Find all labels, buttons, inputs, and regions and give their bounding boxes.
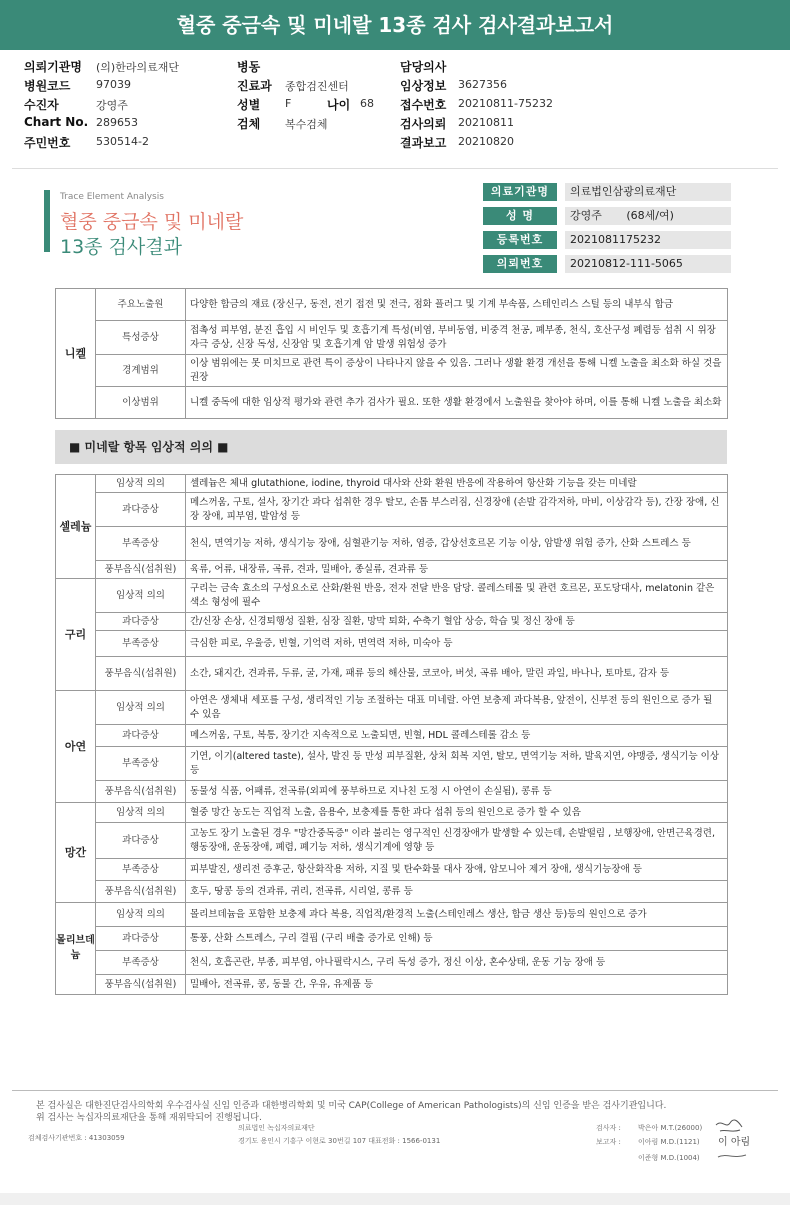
row-text: 밀배아, 전곡류, 콩, 동물 간, 우유, 유제품 등 bbox=[186, 975, 728, 995]
analysis-title-line2: 13종 검사결과 bbox=[60, 236, 182, 258]
row-label: 부족증상 bbox=[96, 631, 186, 657]
element-name: 셀레늄 bbox=[56, 475, 96, 579]
row-text: 메스꺼움, 구토, 복통, 장기간 지속적으로 노출되면, 빈혈, HDL 콜레스테롤 감소 등 bbox=[186, 725, 728, 747]
analysis-title-line1: 혈중 중금속 및 미네랄 bbox=[60, 211, 244, 233]
row-text: 육류, 어류, 내장류, 곡류, 견과, 밀배아, 종실류, 견과류 등 bbox=[186, 561, 728, 579]
table-row bbox=[56, 881, 728, 903]
header-label: 의뢰기관명 bbox=[24, 60, 82, 74]
row-label: 부족증상 bbox=[96, 527, 186, 561]
signer-name: 이준형 M.D.(1004) bbox=[638, 1154, 700, 1162]
table-row bbox=[56, 725, 728, 747]
table-row bbox=[56, 613, 728, 631]
row-label: 과다증상 bbox=[96, 613, 186, 631]
patient-info-label: 의뢰번호 bbox=[483, 255, 557, 273]
header-label: 담당의사 bbox=[400, 60, 447, 74]
header-label: 접수번호 bbox=[400, 98, 447, 112]
row-text: 메스꺼움, 구토, 설사, 장기간 과다 섭취한 경우 탈모, 손톱 부스러짐, 신경장애 (손발 감각저하, 마비, 이상감각 등), 간장 장애, 신장 장애, 피부염, 발암성 등 bbox=[186, 493, 728, 527]
patient-info-row bbox=[483, 255, 731, 273]
signer-role: 보고자 : bbox=[596, 1138, 621, 1146]
header-value: 복수검체 bbox=[285, 118, 328, 131]
header-label: 성별 bbox=[237, 98, 261, 112]
header-label: 나이 bbox=[327, 98, 351, 112]
divider bbox=[12, 168, 778, 169]
table-row bbox=[56, 747, 728, 781]
header-label: 검사의뢰 bbox=[400, 117, 447, 131]
row-text: 피부발진, 생리전 증후군, 항산화작용 저하, 지질 및 탄수화물 대사 장애, 암모니아 제거 장애, 생식기능장애 등 bbox=[186, 859, 728, 881]
row-text: 통풍, 산화 스트레스, 구리 결핍 (구리 배출 증가로 인해) 등 bbox=[186, 927, 728, 951]
table-row bbox=[56, 927, 728, 951]
footer-address: 경기도 용인시 기흥구 이현로 30번길 107 대표전화 : 1566-0131 bbox=[238, 1137, 441, 1145]
header-value: 종합검진센터 bbox=[285, 80, 349, 93]
footer-certification: 본 검사실은 대한진단검사의학회 우수검사실 신임 인증과 대한병리학회 및 미국 CAP(College of American Pathologists)의 신임 인증을 받은 검사기관입니다. bbox=[36, 1101, 667, 1111]
table-row bbox=[56, 975, 728, 995]
row-label: 과다증상 bbox=[96, 493, 186, 527]
header-value: 20210811 bbox=[458, 116, 514, 129]
patient-info-value: 2021081175232 bbox=[565, 231, 731, 249]
row-text: 몰리브데늄을 포함한 보충제 과다 복용, 직업적/환경적 노출(스테인레스 생산, 합금 생산 등)등의 원인으로 증가 bbox=[186, 903, 728, 927]
signature-image bbox=[712, 1115, 756, 1163]
signature-text: 이 아림 bbox=[718, 1137, 751, 1148]
table-row bbox=[56, 321, 728, 355]
analysis-eng-title: Trace Element Analysis bbox=[60, 192, 164, 202]
row-label: 특성증상 bbox=[96, 321, 186, 355]
table-row bbox=[56, 859, 728, 881]
patient-info-row bbox=[483, 231, 731, 249]
table-row bbox=[56, 493, 728, 527]
nickel-table bbox=[55, 288, 728, 419]
row-text: 기연, 이기(altered taste), 설사, 발진 등 만성 피부질환, 상처 회복 지연, 탈모, 면역기능 저하, 발육지연, 야맹증, 생식기능 이상 등 bbox=[186, 747, 728, 781]
table-row bbox=[56, 387, 728, 419]
row-text: 다양한 합금의 재료 (장신구, 동전, 전기 접전 및 전극, 점화 플러그 및 기계 부속품, 스테인리스 스틸 등의 내부식 합금 bbox=[186, 289, 728, 321]
patient-info-row bbox=[483, 207, 731, 225]
header-label: 검체 bbox=[237, 117, 261, 131]
row-label: 과다증상 bbox=[96, 725, 186, 747]
header-label: 임상정보 bbox=[400, 79, 447, 93]
table-row bbox=[56, 561, 728, 579]
header-label: 주민번호 bbox=[24, 136, 71, 150]
footer-org-name: 의료법인 녹십자의료재단 bbox=[238, 1124, 315, 1132]
table-row bbox=[56, 631, 728, 657]
signer-name: 이아림 M.D.(1121) bbox=[638, 1138, 700, 1146]
patient-info-box bbox=[483, 183, 731, 273]
row-text: 호두, 땅콩 등의 견과류, 귀리, 전곡류, 시리얼, 콩류 등 bbox=[186, 881, 728, 903]
header-value: (의)한라의료재단 bbox=[96, 61, 179, 74]
title-accent-bar bbox=[44, 190, 50, 252]
table-row bbox=[56, 289, 728, 321]
row-text: 천식, 면역기능 저하, 생식기능 장애, 심혈관기능 저하, 염증, 갑상선호르몬 기능 이상, 암발생 위험 증가, 산화 스트레스 등 bbox=[186, 527, 728, 561]
signer-name: 박은아 M.T.(26000) bbox=[638, 1124, 703, 1132]
element-name: 몰리브데늄 bbox=[56, 903, 96, 995]
row-label: 풍부음식(섭취원) bbox=[96, 781, 186, 803]
table-row bbox=[56, 951, 728, 975]
element-name: 망간 bbox=[56, 803, 96, 903]
header-value: 강영주 bbox=[96, 99, 128, 112]
header-value: 20210820 bbox=[458, 135, 514, 148]
patient-info-row bbox=[483, 183, 731, 201]
row-text: 극심한 피로, 우울증, 빈혈, 기억력 저하, 면역력 저하, 미숙아 등 bbox=[186, 631, 728, 657]
header-value: 68 bbox=[360, 97, 374, 110]
table-row bbox=[56, 691, 728, 725]
row-label: 풍부음식(섭취원) bbox=[96, 881, 186, 903]
row-label: 과다증상 bbox=[96, 927, 186, 951]
patient-info-label: 의료기관명 bbox=[483, 183, 557, 201]
table-row bbox=[56, 579, 728, 613]
row-label: 부족증상 bbox=[96, 859, 186, 881]
patient-info-value: 의료법인삼광의료재단 bbox=[565, 183, 731, 201]
row-label: 부족증상 bbox=[96, 951, 186, 975]
patient-info-label: 성 명 bbox=[483, 207, 557, 225]
header-label: 결과보고 bbox=[400, 136, 447, 150]
header-value: 97039 bbox=[96, 78, 131, 91]
row-label: 풍부음식(섭취원) bbox=[96, 975, 186, 995]
footer-divider bbox=[12, 1090, 778, 1091]
header-value: 3627356 bbox=[458, 78, 507, 91]
table-row bbox=[56, 823, 728, 859]
header-value: 20210811-75232 bbox=[458, 97, 553, 110]
row-label: 과다증상 bbox=[96, 823, 186, 859]
row-label: 임상적 의의 bbox=[96, 475, 186, 493]
row-label: 주요노출원 bbox=[96, 289, 186, 321]
mineral-table bbox=[55, 474, 728, 995]
page-bottom-band bbox=[0, 1193, 790, 1205]
row-text: 고농도 장기 노출된 경우 "망간중독증" 이라 불리는 영구적인 신경장애가 발생할 수 있는데, 손발떨림 , 보행장애, 안면근육경련, 행동장애, 운동장애, 폐렴, 폐기능 저하, 생식기계에 영향 등 bbox=[186, 823, 728, 859]
footer-org-code: 검체검사기관번호 : 41303059 bbox=[28, 1134, 125, 1142]
table-row bbox=[56, 657, 728, 691]
footer-outsource-note: 위 검사는 녹십자의료재단을 통해 재위탁되어 진행됩니다. bbox=[36, 1113, 262, 1123]
element-name: 니켈 bbox=[56, 289, 96, 419]
row-label: 임상적 의의 bbox=[96, 691, 186, 725]
patient-info-value: 20210812-111-5065 bbox=[565, 255, 731, 273]
patient-info-value: 강영주 (68세/여) bbox=[565, 207, 731, 225]
table-row bbox=[56, 475, 728, 493]
header-value: 289653 bbox=[96, 116, 138, 129]
row-text: 니켈 중독에 대한 임상적 평가와 관련 추가 검사가 필요. 또한 생활 환경에서 노출원을 찾아야 하며, 이를 통해 니켈 노출을 최소화 bbox=[186, 387, 728, 419]
patient-info-label: 등록번호 bbox=[483, 231, 557, 249]
report-title: 혈중 중금속 및 미네랄 13종 검사 검사결과보고서 bbox=[0, 0, 790, 50]
element-name: 아연 bbox=[56, 691, 96, 803]
table-row bbox=[56, 355, 728, 387]
table-row bbox=[56, 903, 728, 927]
header-value: 530514-2 bbox=[96, 135, 149, 148]
row-text: 간/신장 손상, 신경퇴행성 질환, 심장 질환, 망막 퇴화, 수축기 혈압 상승, 학습 및 정신 장애 등 bbox=[186, 613, 728, 631]
signer-role: 검사자 : bbox=[596, 1124, 621, 1132]
header-label: 진료과 bbox=[237, 79, 272, 93]
row-label: 임상적 의의 bbox=[96, 803, 186, 823]
header-value: F bbox=[285, 97, 292, 110]
table-row bbox=[56, 527, 728, 561]
row-text: 이상 범위에는 못 미치므로 관련 특이 증상이 나타나지 않을 수 있음. 그러나 생활 환경 개선을 통해 니켈 노출을 최소화 하실 것을 권장 bbox=[186, 355, 728, 387]
row-label: 임상적 의의 bbox=[96, 903, 186, 927]
header-label: 병동 bbox=[237, 60, 261, 74]
row-label: 풍부음식(섭취원) bbox=[96, 561, 186, 579]
header-label: 수진자 bbox=[24, 98, 59, 112]
row-text: 구리는 금속 효소의 구성요소로 산화/환원 반응, 전자 전달 반응 담당. 콜레스테롤 및 관련 호르몬, 포도당대사, melatonin 같은 색소 형성에 필수 bbox=[186, 579, 728, 613]
row-label: 이상범위 bbox=[96, 387, 186, 419]
element-name: 구리 bbox=[56, 579, 96, 691]
header-label: 병원코드 bbox=[24, 79, 71, 93]
row-text: 동물성 식품, 어패류, 전곡류(외피에 풍부하므로 지나친 도정 시 아연이 손실됨), 콩류 등 bbox=[186, 781, 728, 803]
row-text: 접촉성 피부염, 분진 흡입 시 비인두 및 호흡기계 특성(비염, 부비동염, 비중격 천공, 폐부종, 천식, 호산구성 폐렴등 섭취 시 위장 자극 증상, 신장 독성, 신장암 및 호흡기계 암 발생 위험성 증가 bbox=[186, 321, 728, 355]
header-label: Chart No. bbox=[24, 115, 89, 129]
row-label: 풍부음식(섭취원) bbox=[96, 657, 186, 691]
row-text: 소간, 돼지간, 견과류, 두류, 굴, 가재, 패류 등의 해산물, 코코아, 버섯, 곡류 배아, 말린 과일, 바나나, 토마토, 감자 등 bbox=[186, 657, 728, 691]
row-label: 부족증상 bbox=[96, 747, 186, 781]
mineral-section-header: ■ 미네랄 항목 임상적 의의 ■ bbox=[55, 430, 727, 464]
table-row bbox=[56, 803, 728, 823]
row-label: 경계범위 bbox=[96, 355, 186, 387]
row-label: 임상적 의의 bbox=[96, 579, 186, 613]
row-text: 혈중 망간 농도는 직업적 노출, 음용수, 보충제를 통한 과다 섭취 등의 원인으로 증가 할 수 있음 bbox=[186, 803, 728, 823]
row-text: 천식, 호흡곤란, 부종, 피부염, 아나필락시스, 구리 독성 증가, 정신 이상, 혼수상태, 운동 기능 장애 등 bbox=[186, 951, 728, 975]
row-text: 아연은 생체내 세포를 구성, 생리적인 기능 조절하는 대표 미네랄. 아연 보충제 과다복용, 앞전이, 신부전 등의 원인으로 증가 될 수 있음 bbox=[186, 691, 728, 725]
row-text: 셀레늄은 체내 glutathione, iodine, thyroid 대사와 산화 환원 반응에 작용하여 항산화 기능을 갖는 미네랄 bbox=[186, 475, 728, 493]
table-row bbox=[56, 781, 728, 803]
